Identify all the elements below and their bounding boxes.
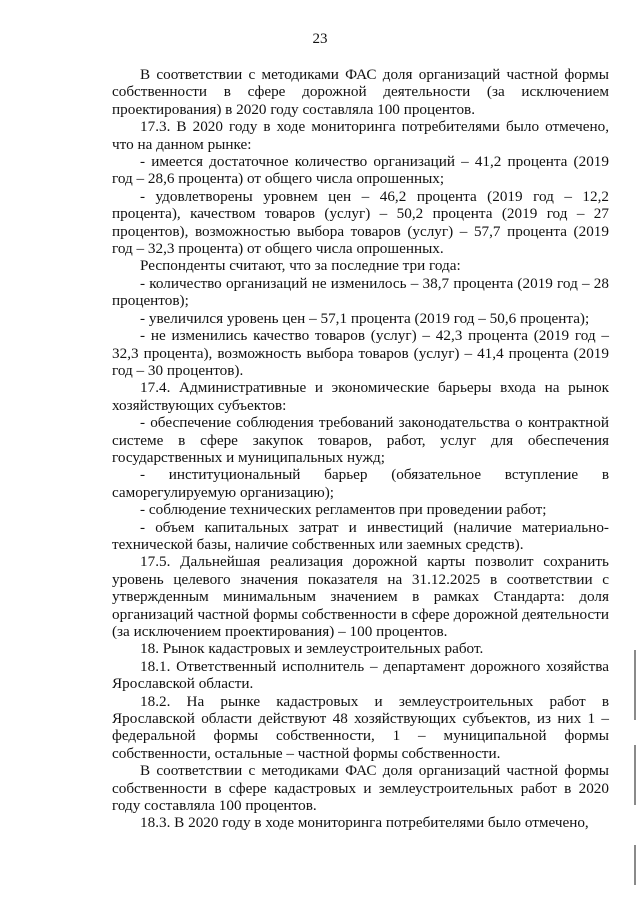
list-item: - увеличился уровень цен – 57,1 процента (2019 год – 50,6 процента); bbox=[140, 309, 590, 327]
list-item: - институциональный барьер (обязательное вступление в саморегулируемую организацию); bbox=[112, 466, 609, 501]
list-item: - количество организаций не изменилось – 38,7 процента (2019 год – 28 процентов); bbox=[112, 274, 609, 310]
list-item: - не изменились качество товаров (услуг) – 42,3 процента (2019 год – 32,3 процента), возможность выбора товаров (услуг) – 41,4 процента (2019 год – 30 процентов). bbox=[112, 327, 609, 379]
paragraph: В соответствии с методиками ФАС доля организаций частной формы собственности в сфере дорожной деятельности (за исключением проектирования) в 2020 году составляла 100 процентов. bbox=[112, 66, 609, 118]
paragraph: В соответствии с методиками ФАС доля организаций частной формы собственности в сфере кадастровых и землеустроительных работ в 2020 году составляла 100 процентов. bbox=[112, 762, 609, 815]
document-body bbox=[112, 66, 609, 832]
scan-edge-mark bbox=[634, 745, 636, 805]
paragraph: 18.1. Ответственный исполнитель – департамент дорожного хозяйства Ярославской области. bbox=[112, 657, 609, 693]
list-item: - объем капитальных затрат и инвестиций (наличие материально-технической базы, наличие собственных или заемных средств). bbox=[112, 518, 609, 553]
list-item: - соблюдение технических регламентов при проведении работ; bbox=[140, 501, 547, 519]
scan-edge-mark bbox=[634, 650, 636, 720]
section-heading: 18. Рынок кадастровых и землеустроительных работ. bbox=[140, 640, 484, 658]
paragraph: Респонденты считают, что за последние три года: bbox=[140, 257, 461, 275]
paragraph: 18.3. В 2020 году в ходе мониторинга потребителями было отмечено, bbox=[140, 814, 589, 832]
paragraph: 17.3. В 2020 году в ходе мониторинга потребителями было отмечено, что на данном рынке: bbox=[112, 118, 609, 153]
list-item: - удовлетворены уровнем цен – 46,2 процента (2019 год – 12,2 процента), качеством товаров (услуг) – 50,2 процента (2019 год – 27 процентов), возможностью выбора товаров (услуг) – 57,7 процента (2019 год – 32,3 процента) от общего числа опрошенных. bbox=[112, 187, 609, 258]
list-item: - обеспечение соблюдения требований законодательства о контрактной системе в сфере закупок товаров, работ, услуг для обеспечения государственных и муниципальных нужд; bbox=[112, 414, 609, 466]
scan-edge-mark bbox=[634, 845, 636, 885]
paragraph: 18.2. На рынке кадастровых и землеустроительных работ в Ярославской области действуют 48 хозяйствующих субъектов, из них 1 – федеральной формы собственности, 1 – муниципальной формы собственности, остальные – частной формы собственности. bbox=[112, 692, 609, 762]
paragraph: 17.4. Административные и экономические барьеры входа на рынок хозяйствующих субъектов: bbox=[112, 379, 609, 414]
list-item: - имеется достаточное количество организаций – 41,2 процента (2019 год – 28,6 процента) от общего числа опрошенных; bbox=[112, 153, 609, 188]
page-number: 23 bbox=[312, 31, 328, 47]
paragraph: 17.5. Дальнейшая реализация дорожной карты позволит сохранить уровень целевого значения показателя на 31.12.2025 в соответствии с утвержденным минимальным значением в рамках Стандарта: доля организаций частной формы собственности в сфере дорожной деятельности (за исключением проектирования) – 100 процентов. bbox=[112, 553, 609, 640]
